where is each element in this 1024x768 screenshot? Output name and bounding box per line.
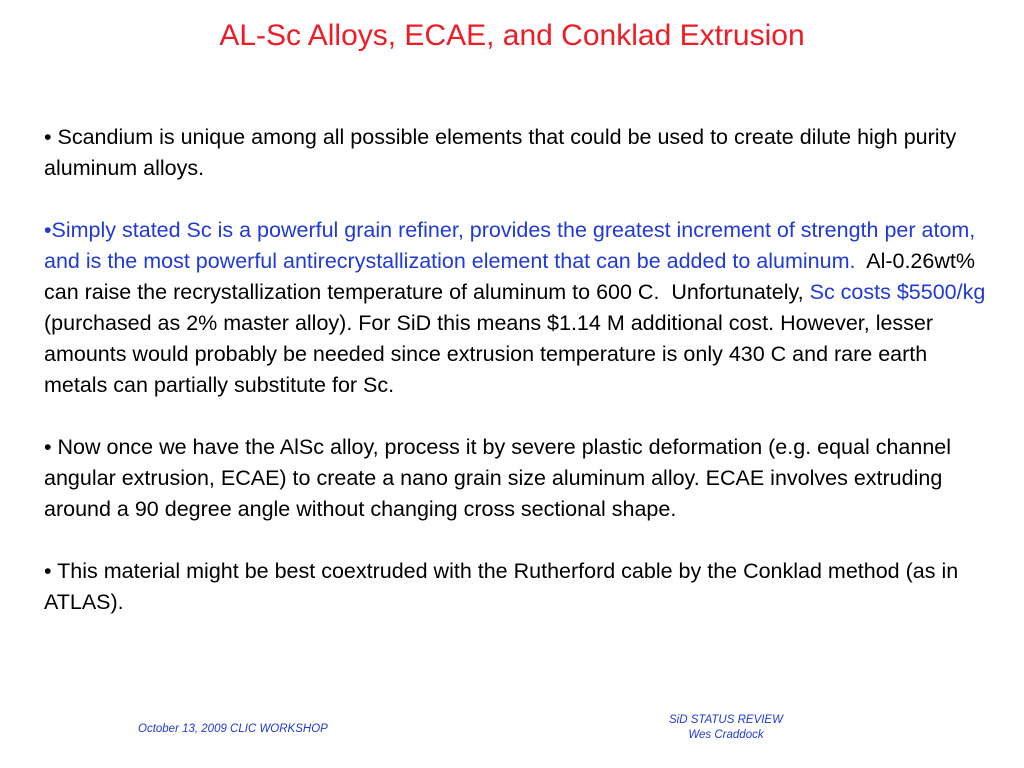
bullet-grain-refiner-text-2: (purchased as 2% master alloy). For SiD this means $1.14 M additional cost. However, lesser amounts would probably be needed since extrusion temperature is only 430 C and rare earth metals can partially substitute for Sc.: [44, 311, 934, 397]
bullet-grain-refiner-text-1: Al-0.26wt% can raise the recrystallization temperature of aluminum to 600 C. Unfortunately,: [44, 249, 981, 304]
bullet-grain-refiner-highlight: •Simply stated Sc is a powerful grain refiner, provides the greatest increment of strength per atom, and is the most powerful antirecrystallization element that can be added to aluminum.: [44, 218, 976, 273]
slide-title: AL-Sc Alloys, ECAE, and Conklad Extrusion: [219, 19, 805, 52]
footer-review-author: [626, 713, 826, 743]
footer-date-workshop: October 13, 2009 CLIC WORKSHOP: [138, 723, 328, 735]
slide-body: [44, 122, 994, 649]
bullet-scandium-unique: • Scandium is unique among all possible elements that could be used to create dilute high purity aluminum alloys.: [44, 125, 957, 180]
bullet-ecae-process: • Now once we have the AlSc alloy, process it by severe plastic deformation (e.g. equal channel angular extrusion, ECAE) to create a nano grain size aluminum alloy. ECAE involves extruding around a 90 degree angle without changing cross sectional shape.: [44, 435, 952, 521]
bullet-conklad-method: • This material might be best coextruded with the Rutherford cable by the Conklad method (as in ATLAS).: [44, 559, 959, 614]
sc-cost-highlight: Sc costs $5500/kg: [809, 280, 986, 304]
footer-review-title: SiD STATUS REVIEW: [669, 714, 783, 726]
footer-author: Wes Craddock: [688, 729, 764, 741]
bullet-grain-refiner: [44, 215, 994, 401]
